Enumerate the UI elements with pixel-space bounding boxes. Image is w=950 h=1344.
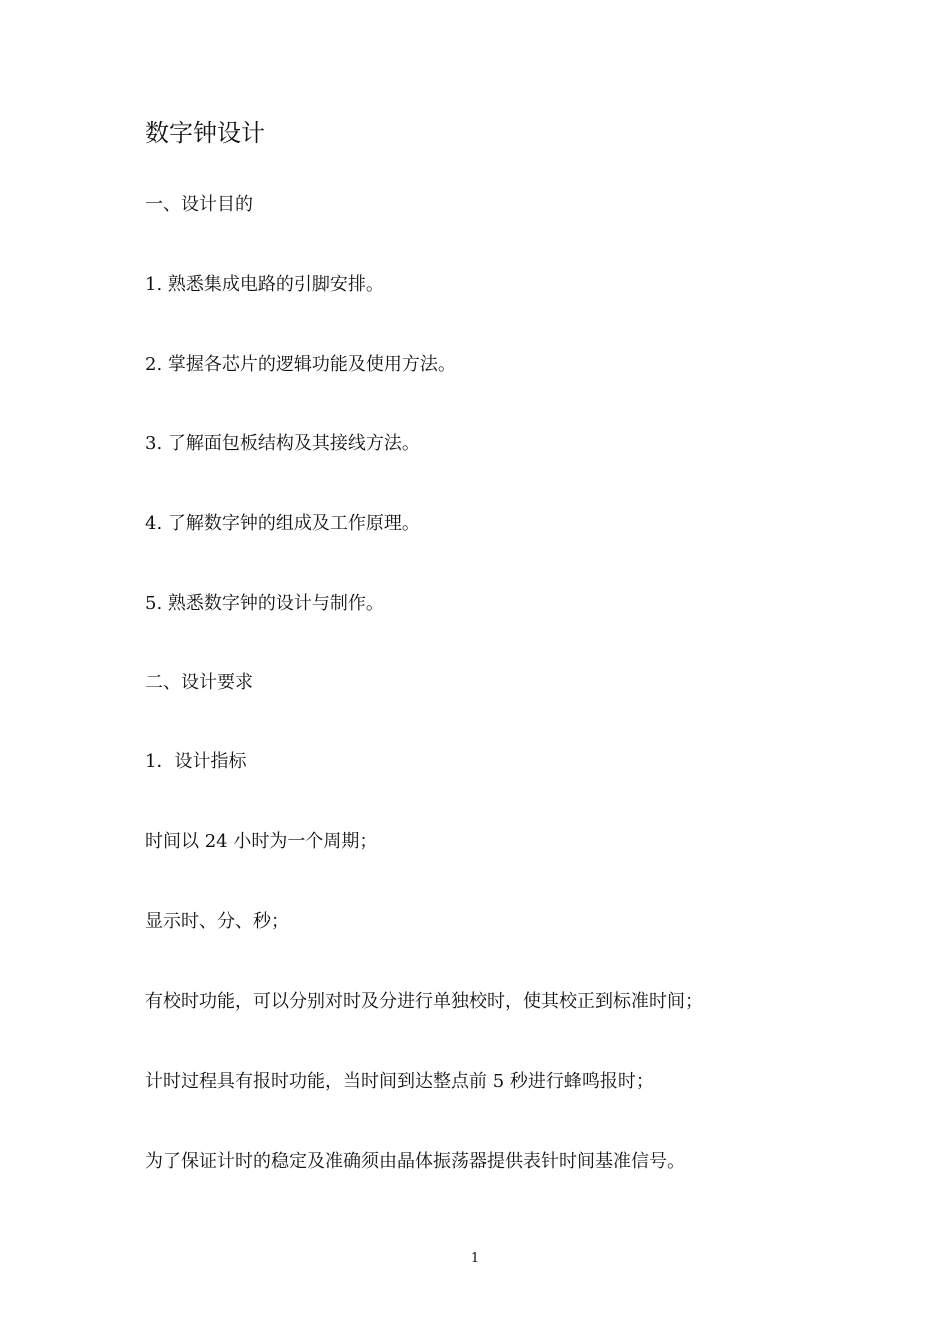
requirement-item: 有校时功能，可以分别对时及分进行单独校时，使其校正到标准时间； [145, 991, 703, 1012]
section-heading-purpose: 一、设计目的 [145, 194, 253, 215]
document-title: 数字钟设计 [145, 119, 265, 147]
page-number: 1 [470, 1251, 480, 1266]
requirement-item: 计时过程具有报时功能，当时间到达整点前 5 秒进行蜂鸣报时； [145, 1071, 654, 1092]
subsection-heading-design-indicators: 1．设计指标 [145, 751, 247, 772]
purpose-item: 3. 了解面包板结构及其接线方法。 [145, 433, 420, 454]
purpose-item: 2. 掌握各芯片的逻辑功能及使用方法。 [145, 354, 456, 375]
purpose-item: 5. 熟悉数字钟的设计与制作。 [145, 593, 384, 614]
requirement-item: 显示时、分、秒； [145, 911, 289, 932]
requirement-item: 时间以 24 小时为一个周期； [145, 831, 378, 852]
requirement-item: 为了保证计时的稳定及准确须由晶体振荡器提供表针时间基准信号。 [145, 1151, 685, 1172]
purpose-item: 1. 熟悉集成电路的引脚安排。 [145, 274, 384, 295]
purpose-item: 4. 了解数字钟的组成及工作原理。 [145, 513, 420, 534]
section-heading-requirements: 二、设计要求 [145, 672, 253, 693]
